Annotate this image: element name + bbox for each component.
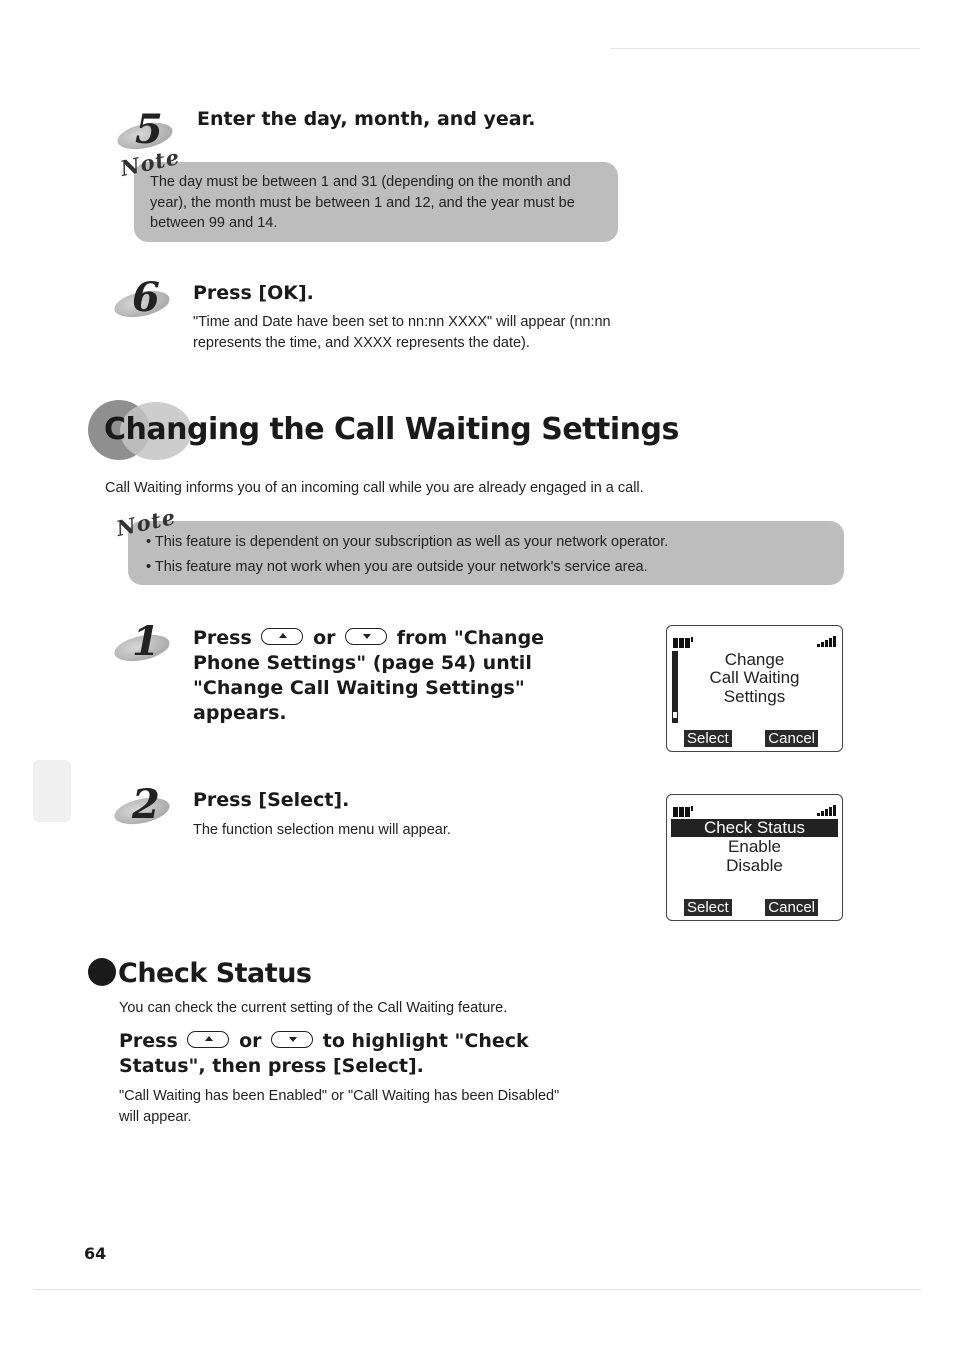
phone-screen-1 <box>666 625 843 752</box>
step-2-body: The function selection menu will appear. <box>193 822 451 838</box>
cancel-softkey[interactable]: Cancel <box>765 899 818 916</box>
note-label-1: Note <box>118 144 183 181</box>
screen-2-line-2[interactable]: Enable <box>728 837 781 856</box>
cancel-softkey[interactable]: Cancel <box>765 730 818 747</box>
up-key-icon <box>261 628 303 645</box>
step-6-badge <box>114 274 174 328</box>
step-1-heading <box>193 626 563 726</box>
signal-icon <box>816 633 836 647</box>
footer-rule <box>33 1289 921 1290</box>
screen-2-line-3[interactable]: Disable <box>726 856 783 875</box>
page-number: 64 <box>84 1244 107 1263</box>
check-rest-1: to highlight "Check <box>322 1030 529 1052</box>
step-number: 2 <box>132 781 160 828</box>
screen-2-highlighted-item[interactable]: Check Status <box>671 819 838 837</box>
section-intro: Call Waiting informs you of an incoming call while you are already engaged in a call. <box>105 480 644 496</box>
step-1-line-2: Phone Settings" (page 54) until <box>193 652 532 674</box>
check-status-instruction <box>119 1029 549 1079</box>
note-1-text: The day must be between 1 and 31 (depending on the month and year), the month must be between 1 and 12, and the year must be between 99 and 14. <box>150 174 575 231</box>
select-softkey[interactable]: Select <box>684 899 732 916</box>
scrollbar-thumb <box>673 712 677 718</box>
check-status-title <box>88 958 311 989</box>
phone-screen-2 <box>666 794 843 921</box>
side-tab <box>33 760 71 822</box>
step-1-line-4: appears. <box>193 702 287 724</box>
check-line-1 <box>119 1029 549 1054</box>
down-key-icon <box>345 628 387 645</box>
note-2-bullet-1: • This feature is dependent on your subscription as well as your network operator. <box>146 534 669 550</box>
battery-icon <box>673 635 703 645</box>
check-status-title-text: Check Status <box>118 958 312 989</box>
battery-icon <box>673 804 703 814</box>
header-rule <box>610 48 920 49</box>
or-word: or <box>239 1030 262 1052</box>
check-status-intro: You can check the current setting of the Call Waiting feature. <box>119 1000 508 1016</box>
step-1-rest-1: from "Change <box>396 627 545 649</box>
step-number: 1 <box>132 618 160 665</box>
screen-1-line-3: Settings <box>723 687 786 706</box>
or-word: or <box>313 627 336 649</box>
step-number: 6 <box>132 274 160 321</box>
step-6-body: "Time and Date have been set to nn:nn XXXX" will appear (nn:nn represents the time, and XXXX represents the date). <box>193 314 611 351</box>
press-word: Press <box>119 1030 178 1052</box>
step-2-badge <box>114 781 174 835</box>
step-1-line-3: "Change Call Waiting Settings" <box>193 677 525 699</box>
bullet-icon <box>88 958 116 986</box>
note-2-bullet-2: • This feature may not work when you are outside your network's service area. <box>146 559 648 575</box>
screen-1-line-1: Change <box>724 650 785 669</box>
section-title: Changing the Call Waiting Settings <box>104 412 679 447</box>
screen-1-line-2: Call Waiting <box>709 668 800 687</box>
select-softkey[interactable]: Select <box>684 730 732 747</box>
note-label-2: Note <box>114 504 179 541</box>
step-number: 5 <box>135 106 163 153</box>
check-line-2: Status", then press [Select]. <box>119 1055 424 1077</box>
press-word: Press <box>193 627 252 649</box>
step-6-heading: Press [OK]. <box>193 282 314 304</box>
step-5-heading: Enter the day, month, and year. <box>197 108 536 130</box>
step-1-badge <box>114 618 174 672</box>
signal-icon <box>816 802 836 816</box>
up-key-icon <box>187 1031 229 1048</box>
step-1-line-1 <box>193 626 563 651</box>
check-status-body: "Call Waiting has been Enabled" or "Call Waiting has been Disabled" will appear. <box>119 1088 560 1125</box>
step-2-heading: Press [Select]. <box>193 789 350 811</box>
down-key-icon <box>271 1031 313 1048</box>
